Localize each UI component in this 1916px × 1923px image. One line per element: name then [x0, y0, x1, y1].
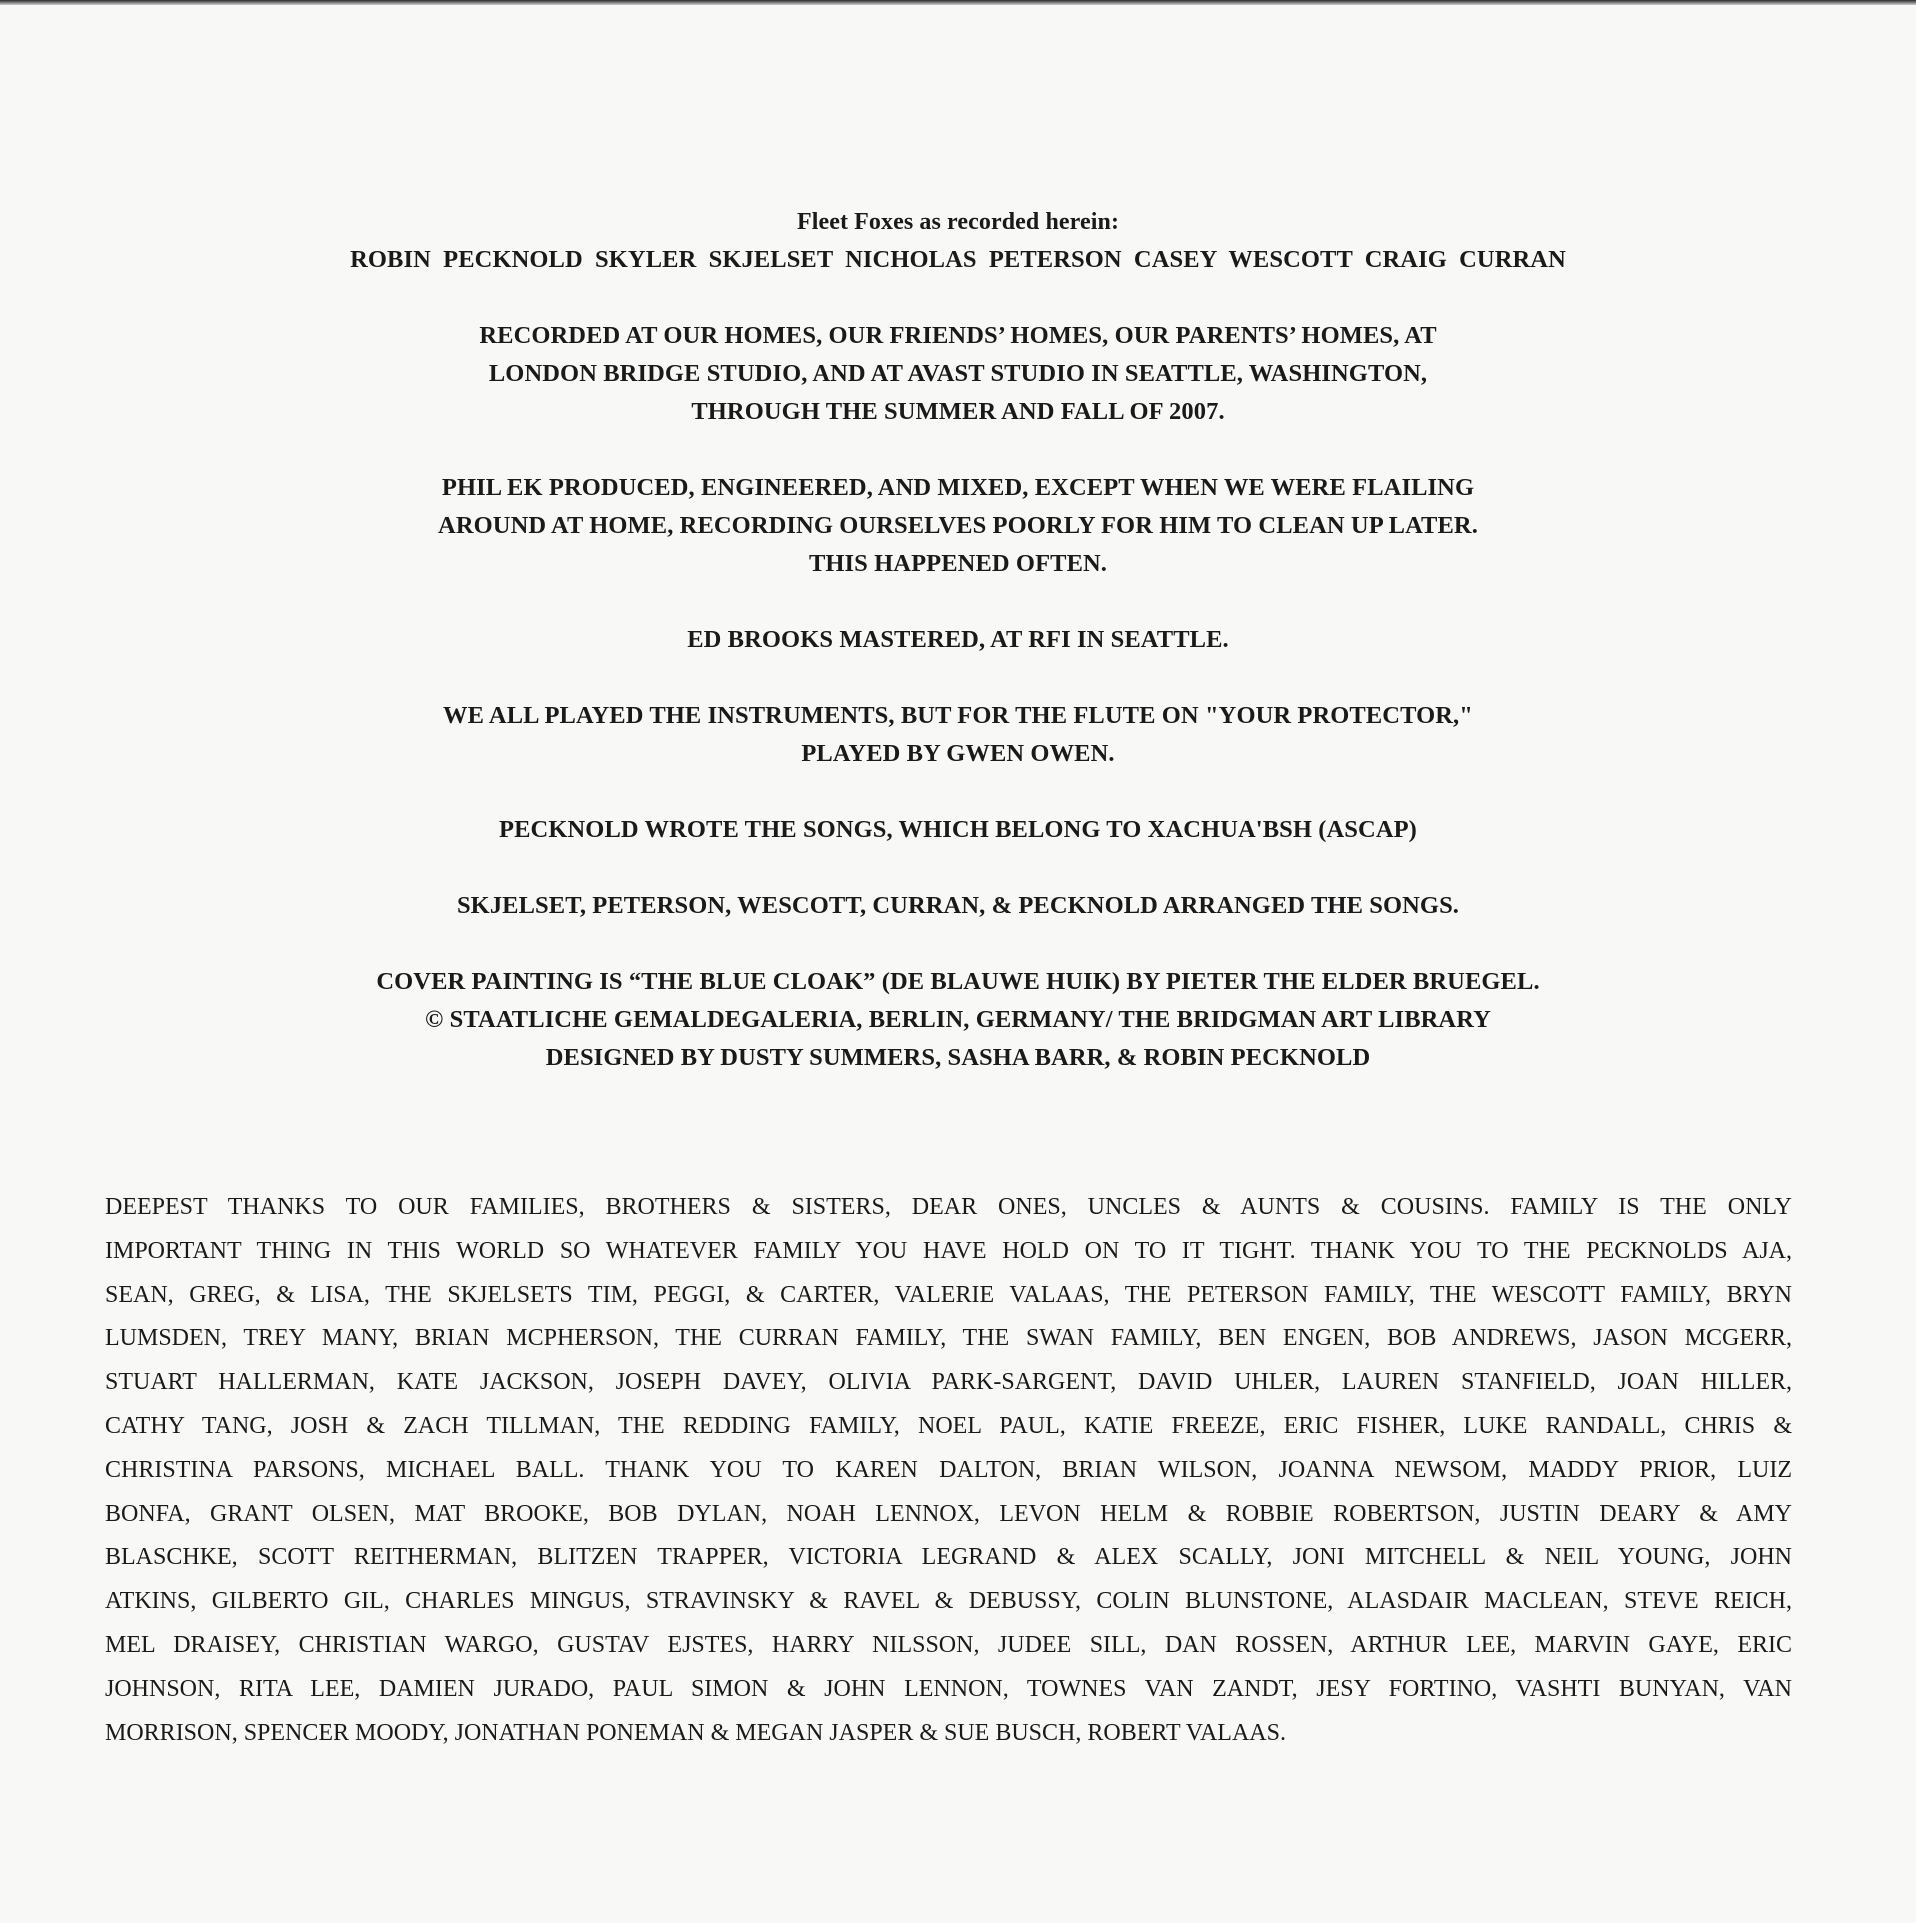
credit-line: COVER PAINTING IS “THE BLUE CLOAK” (DE BLAUWE HUIK) BY PIETER THE ELDER BRUEGEL. — [376, 968, 1540, 995]
credit-line: WE ALL PLAYED THE INSTRUMENTS, BUT FOR THE FLUTE ON "YOUR PROTECTOR," — [443, 702, 1473, 729]
band-members: ROBIN PECKNOLD SKYLER SKJELSET NICHOLAS PETERSON CASEY WESCOTT CRAIG CURRAN — [350, 246, 1566, 273]
thanks-line: IMPORTANT THING IN THIS WORLD SO WHATEVER FAMILY YOU HAVE HOLD ON TO IT TIGHT. THANK YOU TO THE PECKNOLDS AJA, — [105, 1237, 1792, 1264]
thanks-line: CHRISTINA PARSONS, MICHAEL BALL. THANK YOU TO KAREN DALTON, BRIAN WILSON, JOANNA NEWSOM, MADDY PRIOR, LUIZ — [105, 1456, 1792, 1483]
thanks-line: ATKINS, GILBERTO GIL, CHARLES MINGUS, STRAVINSKY & RAVEL & DEBUSSY, COLIN BLUNSTONE, ALASDAIR MACLEAN, STEVE REICH, — [105, 1588, 1792, 1615]
credit-line: SKJELSET, PETERSON, WESCOTT, CURRAN, & PECKNOLD ARRANGED THE SONGS. — [456, 892, 1460, 919]
thanks-line: BLASCHKE, SCOTT REITHERMAN, BLITZEN TRAPPER, VICTORIA LEGRAND & ALEX SCALLY, JONI MITCHELL & NEIL YOUNG, JOHN — [105, 1544, 1792, 1571]
credit-line: PECKNOLD WROTE THE SONGS, WHICH BELONG TO XACHUA'BSH (ASCAP) — [499, 816, 1417, 843]
arrangement-credit — [0, 887, 1916, 925]
production-credit — [0, 469, 1916, 583]
credit-line: RECORDED AT OUR HOMES, OUR FRIENDS’ HOMES, OUR PARENTS’ HOMES, AT — [479, 322, 1437, 349]
credit-line: LONDON BRIDGE STUDIO, AND AT AVAST STUDIO IN SEATTLE, WASHINGTON, — [488, 360, 1428, 387]
credits-heading: Fleet Foxes as recorded herein: — [796, 209, 1120, 235]
thanks-line: LUMSDEN, TREY MANY, BRIAN MCPHERSON, THE CURRAN FAMILY, THE SWAN FAMILY, BEN ENGEN, BOB ANDREWS, JASON MCGERR, — [105, 1325, 1792, 1352]
artwork-credit — [0, 963, 1916, 1077]
thanks-line: JOHNSON, RITA LEE, DAMIEN JURADO, PAUL SIMON & JOHN LENNON, TOWNES VAN ZANDT, JESY FORTINO, VASHTI BUNYAN, VAN — [105, 1675, 1792, 1702]
mastering-credit — [0, 621, 1916, 659]
songwriting-credit — [0, 811, 1916, 849]
credit-line: THIS HAPPENED OFTEN. — [808, 550, 1108, 577]
credit-line: AROUND AT HOME, RECORDING OURSELVES POORLY FOR HIM TO CLEAN UP LATER. — [438, 512, 1478, 539]
thanks-line: BONFA, GRANT OLSEN, MAT BROOKE, BOB DYLAN, NOAH LENNOX, LEVON HELM & ROBBIE ROBERTSON, JUSTIN DEARY & AMY — [105, 1500, 1792, 1527]
thanks-section — [105, 1186, 1792, 1755]
credit-line: THROUGH THE SUMMER AND FALL OF 2007. — [691, 398, 1225, 425]
credit-line: PHIL EK PRODUCED, ENGINEERED, AND MIXED, EXCEPT WHEN WE WERE FLAILING — [441, 474, 1475, 501]
credit-line: DESIGNED BY DUSTY SUMMERS, SASHA BARR, & ROBIN PECKNOLD — [545, 1044, 1371, 1071]
credit-line: PLAYED BY GWEN OWEN. — [801, 740, 1115, 767]
credits-section — [0, 203, 1916, 1077]
credit-line: ED BROOKS MASTERED, AT RFI IN SEATTLE. — [687, 626, 1229, 653]
thanks-line: CATHY TANG, JOSH & ZACH TILLMAN, THE REDDING FAMILY, NOEL PAUL, KATIE FREEZE, ERIC FISHER, LUKE RANDALL, CHRIS & — [105, 1412, 1792, 1439]
thanks-line: DEEPEST THANKS TO OUR FAMILIES, BROTHERS & SISTERS, DEAR ONES, UNCLES & AUNTS & COUSINS. FAMILY IS THE ONLY — [105, 1194, 1792, 1220]
thanks-line: SEAN, GREG, & LISA, THE SKJELSETS TIM, PEGGI, & CARTER, VALERIE VALAAS, THE PETERSON FAMILY, THE WESCOTT FAMILY, BRYN — [105, 1281, 1792, 1308]
page-top-edge — [0, 0, 1916, 5]
recording-credit — [0, 317, 1916, 431]
thanks-line: MEL DRAISEY, CHRISTIAN WARGO, GUSTAV EJSTES, HARRY NILSSON, JUDEE SILL, DAN ROSSEN, ARTHUR LEE, MARVIN GAYE, ERIC — [105, 1631, 1792, 1658]
instruments-credit — [0, 697, 1916, 773]
thanks-line: MORRISON, SPENCER MOODY, JONATHAN PONEMAN & MEGAN JASPER & SUE BUSCH, ROBERT VALAAS. — [105, 1719, 1286, 1746]
credit-line: © STAATLICHE GEMALDEGALERIA, BERLIN, GERMANY/ THE BRIDGMAN ART LIBRARY — [425, 1006, 1491, 1033]
thanks-line: STUART HALLERMAN, KATE JACKSON, JOSEPH DAVEY, OLIVIA PARK-SARGENT, DAVID UHLER, LAUREN STANFIELD, JOAN HILLER, — [105, 1369, 1792, 1396]
